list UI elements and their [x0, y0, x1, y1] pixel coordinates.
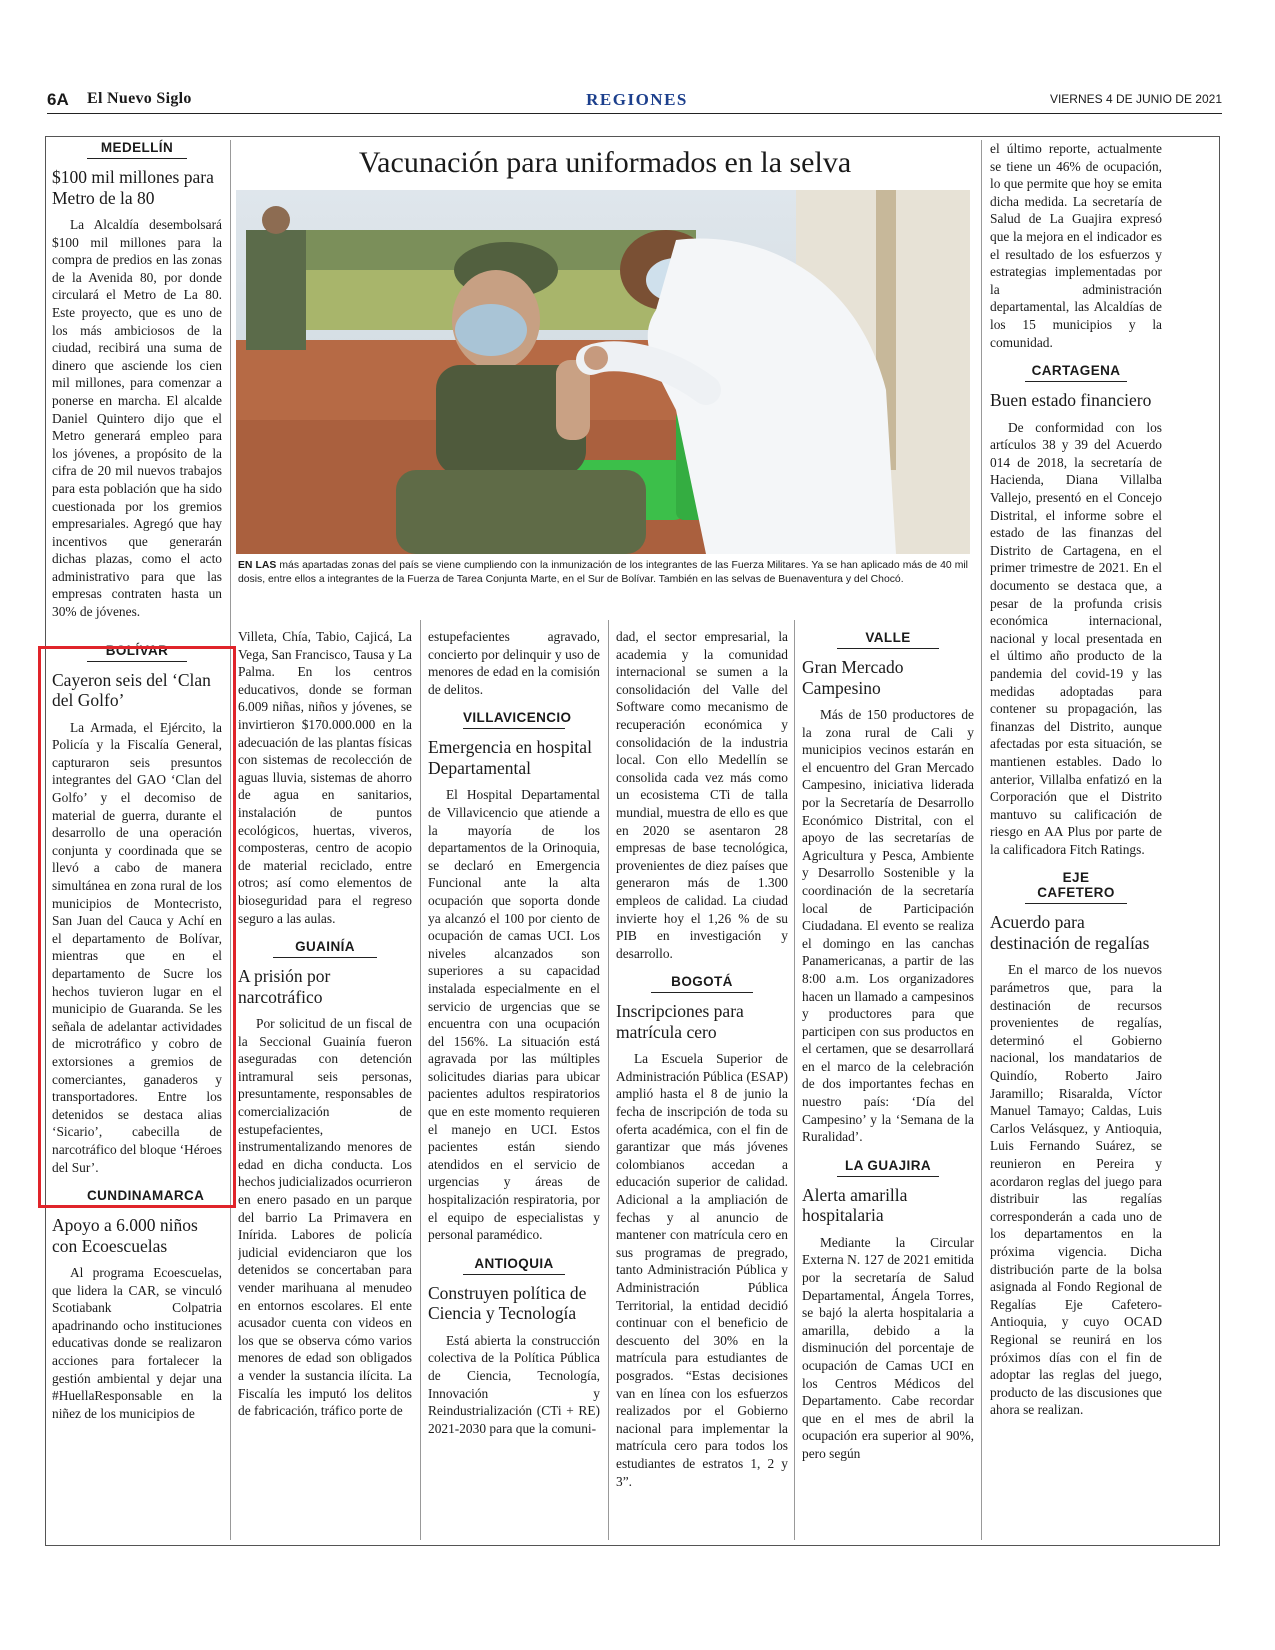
column-rule	[794, 620, 795, 1540]
column-rule	[608, 620, 609, 1540]
headline-bogota: Inscripciones para matrícula cero	[616, 1001, 744, 1042]
kicker-bolivar: BOLÍVAR	[87, 643, 187, 662]
article-body-guainia: Por solicitud de un fiscal de la Seccional Guainía fueron aseguradas con detención intramural seis personas, presuntamente, responsables de comercialización de estupefacientes, instrumentalizando menores de edad en dicha conducta. Los hechos judicializados ocurrieron en enero pasado en un parque del barrio La Primavera en Inírida. Labores de policía judicial evidenciaron que los detenidos se concertaban para vender marihuana al menudeo en entornos escolares. El ente acusador cuenta con videos en los que se observa cómo varios menores de edad son obligados a vender la sustancia ilícita. La Fiscalía les imputó los delitos de fabricación, tráfico porte de	[238, 1016, 412, 1419]
kicker-antioquia: ANTIOQUIA	[463, 1256, 565, 1275]
lead-headline: Vacunación para uniformados en la selva	[358, 146, 852, 179]
article-body-villavicencio: El Hospital Departamental de Villavicencio que atiende a la mayoría de los departamentos de la Orinoquia, se declaró en Emergencia Funcional ante la alta ocupación que soporta donde ya alcanzó el 100 por ciento de ocupación de camas UCI. Los niveles alcanzados son superiores a su capacidad instalada especialmente en el servicio de urgencias que se encuentra con una ocupación del 156%. La situación está agravada por las múltiples solicitudes diarias para ubicar pacientes adultos respiratorios que en este momento requieren el manejo en UCI. Estos pacientes están siendo atendidos en el servicio de urgencias y áreas de hospitalización respiratoria, por el equipo de especialistas y personal paramédico.	[428, 787, 600, 1243]
edition-date: VIERNES 4 DE JUNIO DE 2021	[1049, 92, 1222, 106]
article-continuation-cundinamarca: Villeta, Chía, Tabio, Cajicá, La Vega, San Francisco, Tausa y La Palma. En los centros educativos, donde se forman 6.009 niñas, niños y jóvenes, se invirtieron $170.000.000 en la adecuación de las plantas físicas con sistemas de recolección de aguas lluvia, sistemas de ahorro de agua en sanitarios, instalación de puntos ecológicos, huertas, viveros, composteras, centro de acopio de material reciclado, entre otros; así como elementos de bioseguridad para el regreso seguro a las aulas.	[238, 629, 412, 926]
page-number: 6A	[47, 90, 69, 109]
kicker-villavicencio: VILLAVICENCIO	[463, 710, 565, 729]
column-1	[52, 138, 222, 1533]
article-continuation-antioquia: dad, el sector empresarial, la academia y la comunidad internacional se sumen a la consolidación del Valle del Software como mecanismo de recuperación económica y consolidación de la industria local. Con ello Medellín se consolida cada vez más como un ecosistema CTi de talla mundial, muestra de ello es que en 2020 se asentaron 28 empresas de base tecnológica, provenientes de diez países que generaron más de 1.300 empleos de calidad. La ciudad invierte hoy el 1,26 % de su PIB en investigación y desarrollo.	[616, 629, 788, 961]
newspaper-name: El Nuevo Siglo	[87, 90, 192, 107]
article-body-cundinamarca: Al programa Ecoescuelas, que lidera la CAR, se vinculó Scotiabank Colpatria apadrinando ocho instituciones educativas donde se realizaron acciones para fortalecer la gestión ambiental y dejar una #HuellaResponsable en la niñez de los municipios de	[52, 1265, 222, 1421]
article-body-bogota: La Escuela Superior de Administración Pública (ESAP) amplió hasta el 8 de junio la fecha de inscripción de toda su oferta académica, con el fin de garantizar que más jóvenes colombianos accedan a educación superior de calidad. Adicional a la ampliación de fechas y al anuncio de mantener con matrícula cero en sus programas de pregrado, tanto Administración Pública y Administración Pública Territorial, la entidad decidió continuar con el beneficio de descuento del 30% en la matrícula para estudiantes de posgrados. “Estas decisiones van en línea con los esfuerzos realizados por el Gobierno nacional para implementar la matrícula cero para todos los estudiantes de estratos 1, 2 y 3”.	[616, 1051, 788, 1489]
headline-antioquia: Construyen política de Ciencia y Tecnología	[428, 1282, 587, 1324]
vaccination-photo-illustration	[236, 190, 970, 554]
lead-photo	[236, 190, 970, 554]
article-body-antioquia: Está abierta la construcción colectiva de la Política Pública de Ciencia, Tecnología, Innovación y Reindustrialización (CTi + RE) 2021-2030 para que la comuni-	[428, 1332, 600, 1436]
headline-villavicencio: Emergencia en hospital Departamental	[428, 737, 592, 778]
column-rule	[420, 620, 421, 1540]
headline-cartagena: Buen estado financiero	[990, 390, 1152, 411]
article-body-cartagena: De conformidad con los artículos 38 y 39 del Acuerdo 014 de 2018, la secretaría de Hacienda, Diana Villalba Vallejo, presentó en el Concejo Distrital, el informe sobre el estado de las finanzas del Distrito de Cartagena, en el primer trimestre de 2021. En el documento se destaca que, a pesar de la profunda crisis económica internacional, nacional y local presentada en el último año producto de la pandemia del covid-19 y las medidas adoptadas para contener su propagación, las finanzas del Distrito, aunque afectadas por esta situación, se mantienen estables. Dado lo anterior, Villalba enfatizó en la Corporación que el Distrito mantuvo su calificación de riesgo en AA Plus por parte de la calificadora Fitch Ratings.	[990, 419, 1162, 857]
article-continuation-guainia: estupefacientes agravado, concierto por delinquir y uso de menores de edad en la comisión de delitos.	[428, 629, 600, 697]
kicker-medellin: MEDELLÍN	[87, 140, 187, 159]
kicker-valle: VALLE	[837, 630, 939, 649]
kicker-la-guajira: LA GUAJIRA	[837, 1158, 939, 1177]
kicker-eje-cafetero: EJE CAFETERO	[1025, 870, 1127, 904]
headline-guainia: A prisión por narcotráfico	[238, 966, 331, 1007]
kicker-guainia: GUAINÍA	[273, 939, 377, 958]
article-continuation-la-guajira: el último reporte, actualmente se tiene un 46% de ocupación, lo que permite que hoy se emita dicha medida. La secretaría de Salud de La Guajira expresó que la mejora en el indicador es el resultado de los esfuerzos y estrategias implementadas por la administración departamental, las Alcaldías de los 15 municipios y la comunidad.	[990, 141, 1162, 350]
column-3	[428, 628, 600, 1533]
headline-la-guajira: Alerta amarilla hospitalaria	[802, 1184, 908, 1226]
column-5	[802, 628, 974, 1533]
headline-cundinamarca: Apoyo a 6.000 niños con Ecoescuelas	[52, 1215, 198, 1256]
column-4	[616, 628, 788, 1533]
article-body-la-guajira: Mediante la Circular Externa N. 127 de 2021 emitida por la secretaría de Salud Departamental, Ángela Torres, se bajó la alerta hospitalaria a amarilla, debido a la disminución del porcentaje de ocupación de Camas UCI en los Centros Médicos del Departamento. Cabe recordar que en el mes de abril la ocupación era superior al 90%, pero según	[802, 1234, 974, 1461]
caption-lead: EN LAS	[238, 560, 277, 571]
headline-valle: Gran Mercado Campesino	[802, 657, 904, 698]
section-name: REGIONES	[586, 90, 688, 109]
article-body-eje-cafetero: En el marco de los nuevos parámetros que, para la destinación de recursos provenientes de regalías, determinó el Gobierno nacional, los mandatarios de Quindío, Roberto Jairo Jaramillo; Risaralda, Víctor Manuel Tamayo; Caldas, Luis Carlos Velásquez, y Antioquia, Luis Fernando Suárez, se reunieron en Pereira y acordaron reglas del juego para distribuir las regalías corresponderán a cada uno de los departamentos en la próxima vigencia. Dicha distribución parte de la bolsa asignada al Fondo Regional de Regalías Eje Cafetero-Antioquia, y cuyo OCAD Regional se reunirá en los próximos días con el fin de adoptar las reglas del juego, producto de las discusiones que ahora se realizan.	[990, 962, 1162, 1418]
headline-bolivar: Cayeron seis del ‘Clan del Golfo’	[52, 669, 211, 711]
caption-text: más apartadas zonas del país se viene cumpliendo con la inmunización de los integrantes de las Fuerza Militares. Ya se han aplicado más de 40 mil dosis, entre ellos a integrantes de la Fuerza de Tarea Conjunta Marte, en el Sur de Bolívar. También en las selvas de Buenaventura y del Chocó.	[238, 560, 968, 586]
column-6	[990, 140, 1162, 1533]
kicker-cundinamarca: CUNDINAMARCA	[87, 1188, 187, 1207]
kicker-bogota: BOGOTÁ	[651, 974, 753, 993]
headline-eje-cafetero: Acuerdo para destinación de regalías	[990, 912, 1150, 953]
column-rule	[230, 140, 231, 1540]
kicker-cartagena: CARTAGENA	[1025, 363, 1127, 382]
column-2	[238, 628, 412, 1533]
article-body-medellin: La Alcaldía desembolsará $100 mil millones para la compra de predios en las zonas de la Avenida 80, por donde circulará el Metro de La 80. Este proyecto, que es uno de los más ambiciosos de la ciudad, recibirá una suma de dinero que asciende los cien mil millones, para comenzar a ponerse en marcha. El alcalde Daniel Quintero dijo que el Metro generará empleo para los jóvenes, a propósito de la cifra de 20 mil nuevos trabajos para esta población que ha sido cuestionada por los gremios empresariales. Agregó que hay incentivos que generarán dichas plazas, como el acto administrativo para que las empresas contraten hasta un 30% de jóvenes.	[52, 217, 222, 620]
column-rule	[981, 140, 982, 1540]
article-body-bolivar: La Armada, el Ejército, la Policía y la Fiscalía General, capturaron seis presuntos integrantes del GAO ‘Clan del Golfo’ y el decomiso de material de guerra, durante el desarrollo de una operación conjunta y coordinada que se llevó a cabo de manera simultánea en zona rural de los municipios de Montecristo, San Juan del Cauca y Achí en el departamento de Bolívar, mientras que en el departamento de Sucre los hechos tuvieron lugar en el municipio de Guaranda. Se les señala de adelantar actividades de microtráfico y cobro de extorsiones a gremios de comerciantes, ganaderos y transportadores. Entre los detenidos se destaca alias ‘Sicario’, cabecilla de narcotráfico del bloque ‘Héroes del Sur’.	[52, 719, 222, 1175]
article-body-valle: Más de 150 productores de la zona rural de Cali y municipios vecinos estarán en el encuentro del Gran Mercado Campesino, iniciativa liderada por la Secretaría de Desarrollo Económico Distrital, con el apoyo de las secretarías de Agricultura y Pesca, Ambiente y Desarrollo Sostenible y la coordinación de la secretaría local de Participación Ciudadana. El evento se realiza el domingo en las canchas Panamericanas, a partir de las 8:00 a.m. Los organizadores hacen un llamado a campesinos y productores para que participen con sus productos en el certamen, que se desarrollará en el marco de la celebración de dos importantes fechas en nuestro país: ‘Día del Campesino’ y la ‘Semana de la Ruralidad’.	[802, 707, 974, 1145]
masthead	[47, 90, 1222, 114]
photo-caption	[238, 559, 968, 588]
headline-medellin: $100 mil millones para Metro de la 80	[52, 167, 214, 208]
